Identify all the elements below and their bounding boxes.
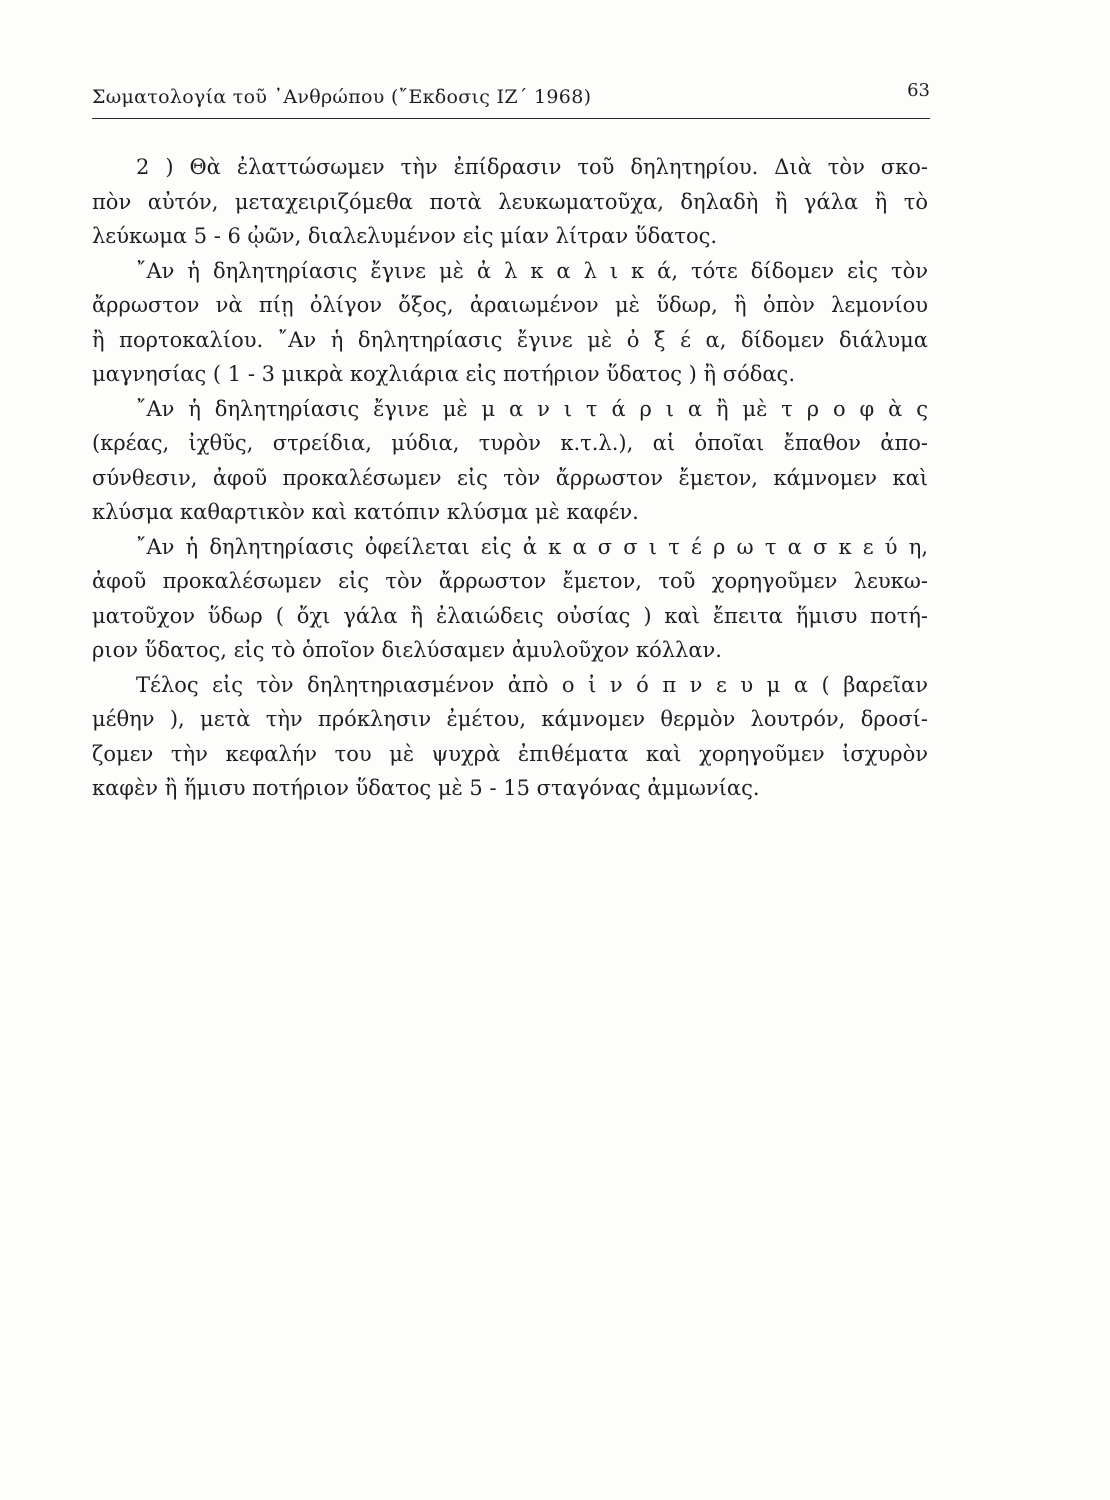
text-line: λεύκωμα 5 - 6 ᾠῶν, διαλελυμένον εἰς μίαν λίτραν ὕδατος.	[92, 224, 718, 248]
page-number: 63	[907, 80, 930, 101]
body-text	[92, 150, 928, 806]
text-line: 2 ) Θὰ ἐλαττώσωμεν τὴν ἐπίδρασιν τοῦ δηλητηρίου. Διὰ τὸν σκο-	[136, 155, 928, 179]
text-line: πὸν αὐτόν, μεταχειριζόμεθα ποτὰ λευκωματοῦχα, δηλαδὴ ἢ γάλα ἢ τὸ	[92, 189, 928, 214]
running-title: Σωματολογία τοῦ ᾿Ανθρώπου (῎Εκδοσις ΙΖ΄ 1968)	[92, 86, 592, 108]
running-head	[92, 80, 930, 126]
text-line: ματοῦχον ὕδωρ ( ὄχι γάλα ἢ ἐλαιώδεις οὐσίας ) καὶ ἔπειτα ἥμισυ ποτή-	[92, 603, 928, 628]
header-rule	[92, 118, 930, 119]
text-line: ῎Αν ἡ δηλητηρίασις ὀφείλεται εἰς ἀ κ α σ σ ι τ έ ρ ω τ α σ κ ε ύ η,	[136, 534, 928, 559]
text-line: ἢ πορτοκαλίου. ῎Αν ἡ δηλητηρίασις ἔγινε μὲ ὀ ξ έ α, δίδομεν διάλυμα	[92, 327, 928, 352]
text-line: (κρέας, ἰχθῦς, στρείδια, μύδια, τυρὸν κ.τ.λ.), αἱ ὁποῖαι ἔπαθον ἀπο-	[92, 431, 928, 455]
text-line: ἄρρωστον νὰ πίῃ ὀλίγον ὄξος, ἀραιωμένον μὲ ὕδωρ, ἢ ὀπὸν λεμονίου	[92, 293, 928, 317]
text-line: Τέλος εἰς τὸν δηλητηριασμένον ἀπὸ ο ἰ ν ό π ν ε υ μ α ( βαρεῖαν	[136, 672, 928, 697]
text-line: ῎Αν ἡ δηλητηρίασις ἔγινε μὲ μ α ν ι τ ά ρ ι α ἢ μὲ τ ρ ο φ ὰ ς	[136, 396, 928, 421]
text-line: ζομεν τὴν κεφαλήν του μὲ ψυχρὰ ἐπιθέματα καὶ χορηγοῦμεν ἰσχυρὸν	[92, 741, 928, 766]
text-line: μαγνησίας ( 1 - 3 μικρὰ κοχλιάρια εἰς ποτήριον ὕδατος ) ἢ σόδας.	[92, 362, 795, 386]
text-line: σύνθεσιν, ἀφοῦ προκαλέσωμεν εἰς τὸν ἄρρωστον ἔμετον, κάμνομεν καὶ	[92, 465, 928, 490]
text-line: ἀφοῦ προκαλέσωμεν εἰς τὸν ἄρρωστον ἔμετον, τοῦ χορηγοῦμεν λευκω-	[92, 569, 928, 593]
text-line: ῎Αν ἡ δηλητηρίασις ἔγινε μὲ ἀ λ κ α λ ι κ ά, τότε δίδομεν εἰς τὸν	[136, 258, 928, 283]
text-line: μέθην ), μετὰ τὴν πρόκλησιν ἐμέτου, κάμνομεν θερμὸν λουτρόν, δροσί-	[92, 707, 928, 731]
text-line: ριον ὕδατος, εἰς τὸ ὁποῖον διελύσαμεν ἀμυλοῦχον κόλλαν.	[92, 638, 722, 662]
text-line: κλύσμα καθαρτικὸν καὶ κατόπιν κλύσμα μὲ καφέν.	[92, 500, 639, 524]
text-line: καφὲν ἢ ἥμισυ ποτήριον ὕδατος μὲ 5 - 15 σταγόνας ἀμμωνίας.	[92, 776, 760, 800]
